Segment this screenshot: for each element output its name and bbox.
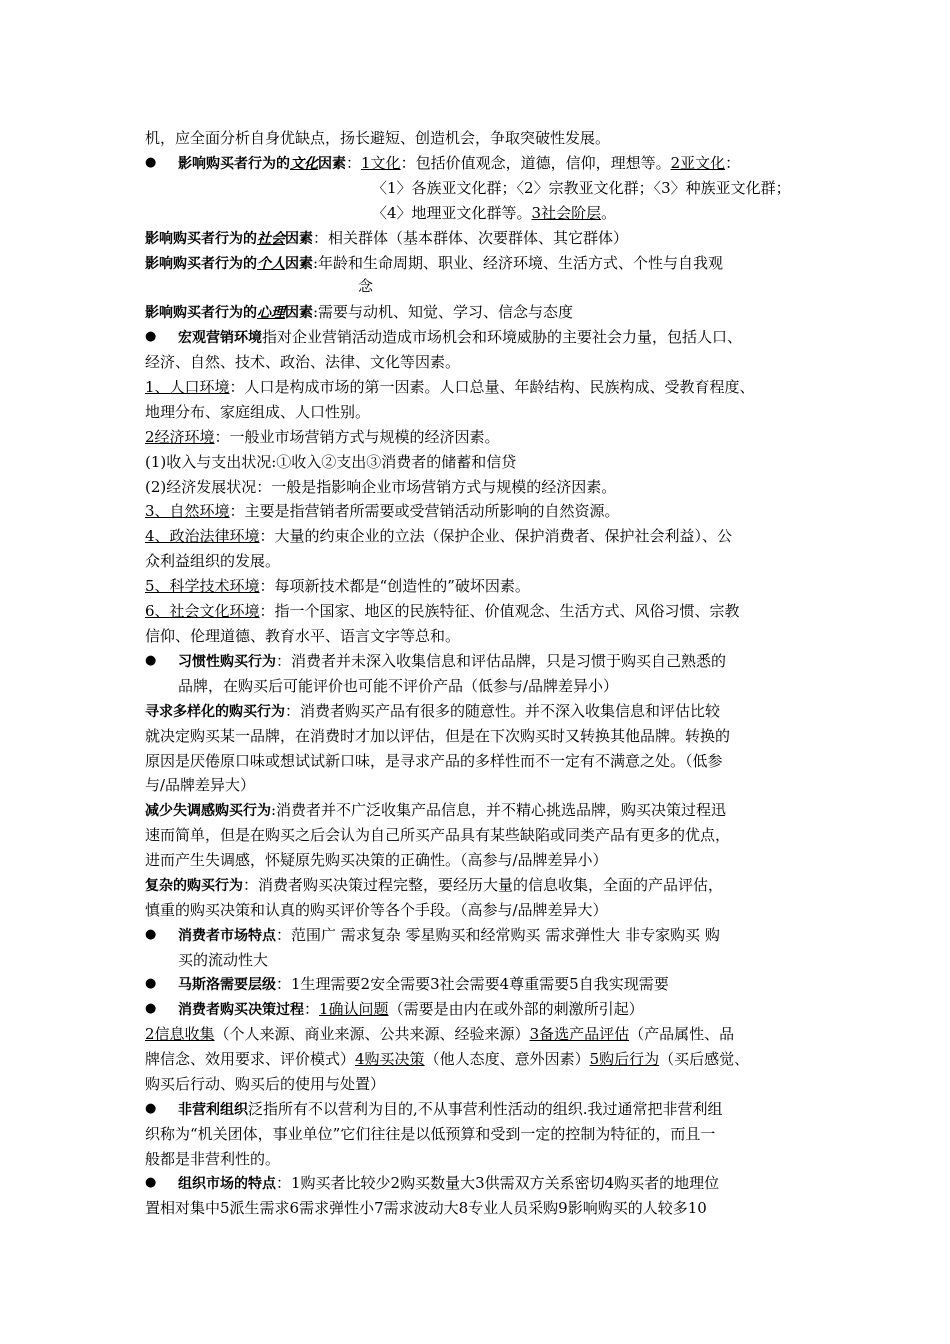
complex-buying-line: 复杂的购买行为：消费者购买决策过程完整，要经历大量的信息收集，全面的产品评估， — [145, 876, 724, 894]
text-line: 6、社会文化环境：指一个国家、地区的民族特征、价值观念、生活方式、风俗习惯、宗教 — [145, 602, 740, 620]
dissonance-reducing-line: 减少失调感购买行为:消费者并不广泛收集产品信息，并不精心挑选品牌，购买决策过程迅 — [145, 801, 727, 819]
psychological-factors-line: 影响购买者行为的心理因素:需要与动机、知觉、学习、信念与态度 — [145, 303, 574, 321]
text-line: 速而简单，但是在购买之后会认为自己所买产品具有某些缺陷或同类产品有更多的优点， — [145, 826, 731, 844]
text-line: 念 — [358, 277, 374, 295]
macro-environment-line: 宏观营销环境指对企业营销活动造成市场机会和环境威胁的主要社会力量，包括人口、 — [178, 328, 743, 346]
text-line: 〈1〉各族亚文化群；〈2〉宗教亚文化群；〈3〉种族亚文化群； — [372, 179, 791, 197]
text-line: 4、政治法律环境：大量的约束企业的立法（保护企业、保护消费者、保护社会利益）、公 — [145, 527, 733, 545]
bullet-icon: ● — [145, 155, 157, 170]
text-line: 地理分布、家庭组成、人口性别。 — [145, 403, 371, 421]
text-line: 2经济环境：一般业市场营销方式与规模的经济因素。 — [145, 428, 500, 446]
text-line: 置相对集中5派生需求6需求弹性小7需求波动大8专业人员采购9影响购买的人较多10 — [145, 1199, 707, 1217]
text-line: 买的流动性大 — [178, 951, 269, 969]
bullet-icon: ● — [145, 1101, 157, 1116]
text-line: 原因是厌倦原口味或想试试新口味，是寻求产品的多样性而不一定有不满意之处。（低参 — [145, 752, 723, 770]
bullet-icon: ● — [145, 1001, 157, 1016]
text-line: 1、人口环境：人口是构成市场的第一因素。人口总量、年龄结构、民族构成、受教育程度、 — [145, 378, 755, 396]
text-line: 5、科学技术环境：每项新技术都是“创造性的”破坏因素。 — [145, 577, 530, 595]
maslow-line: 马斯洛需要层级：1生理需要2安全需要3社会需要4尊重需要5自我实现需要 — [178, 975, 669, 993]
text-line: 般都是非营利性的。 — [145, 1150, 281, 1168]
text-line: 品牌，在购买后可能评价也可能不评价产品（低参与/品牌差异小） — [178, 677, 619, 695]
consumer-market-line: 消费者市场特点：范围广 需求复杂 零星购买和经常购买 需求弹性大 非专家购买 购 — [178, 926, 720, 944]
text-line: 与/品牌差异大） — [145, 776, 256, 794]
decision-process-line: 消费者购买决策过程：1确认问题（需要是由内在或外部的刺激所引起） — [178, 1000, 644, 1018]
personal-factors-line: 影响购买者行为的个人因素:年龄和生命周期、职业、经济环境、生活方式、个性与自我观 — [145, 254, 724, 272]
text-line: 织称为“机关团体，事业单位”它们往往是以低预算和受到一定的控制为特征的，而且一 — [145, 1125, 716, 1143]
text-line: 3、自然环境：主要是指营销者所需要或受营销活动所影响的自然资源。 — [145, 502, 620, 520]
variety-seeking-line: 寻求多样化的购买行为：消费者购买产品有很多的随意性。并不深入收集信息和评估比较 — [145, 702, 721, 720]
habitual-buying-line: 习惯性购买行为：消费者并未深入收集信息和评估品牌，只是习惯于购买自己熟悉的 — [178, 652, 727, 670]
bullet-icon: ● — [145, 976, 157, 991]
social-factors-line: 影响购买者行为的社会因素：相关群体（基本群体、次要群体、其它群体） — [145, 229, 629, 247]
text-line: 就决定购买某一品牌，在消费时才加以评估，但是在下次购买时又转换其他品牌。转换的 — [145, 727, 731, 745]
text-line: 进而产生失调感，怀疑原先购买决策的正确性。（高参与/品牌差异小） — [145, 851, 608, 869]
text-line: 信仰、伦理道德、教育水平、语言文字等总和。 — [145, 627, 461, 645]
text-line: 牌信念、效用要求、评价模式）4购买决策（他人态度、意外因素）5购后行为（买后感觉、 — [145, 1050, 750, 1068]
text-line: 〈4〉地理亚文化群等。3社会阶层。 — [372, 204, 617, 222]
text-line: (2)经济发展状况：一般是指影响企业市场营销方式与规模的经济因素。 — [145, 478, 617, 496]
text-line: (1)收入与支出状况:①收入②支出③消费者的储蓄和信贷 — [145, 453, 517, 471]
text-line: 购买后行动、购买后的使用与处置） — [145, 1075, 386, 1093]
text-line: 慎重的购买决策和认真的购买评价等各个手段。（高参与/品牌差异大） — [145, 901, 608, 919]
culture-factors-line: 影响购买者行为的文化因素：1文化：包括价值观念，道德，信仰，理想等。2亚文化： — [178, 154, 741, 172]
bullet-icon: ● — [145, 329, 157, 344]
bullet-icon: ● — [145, 1175, 157, 1190]
bullet-icon: ● — [145, 927, 157, 942]
text-line: 经济、自然、技术、政治、法律、文化等因素。 — [145, 353, 461, 371]
text-line: 2信息收集（个人来源、商业来源、公共来源、经验来源）3备选产品评估（产品属性、品 — [145, 1025, 735, 1043]
nonprofit-line: 非营利组织泛指所有不以营利为目的,不从事营利性活动的组织.我过通常把非营利组 — [178, 1100, 723, 1118]
organizational-market-line: 组织市场的特点：1购买者比较少2购买数量大3供需双方关系密切4购买者的地理位 — [178, 1174, 720, 1192]
text-line: 机，应全面分析自身优缺点，扬长避短、创造机会，争取突破性发展。 — [145, 129, 611, 147]
bullet-icon: ● — [145, 653, 157, 668]
text-line: 众利益组织的发展。 — [145, 552, 281, 570]
